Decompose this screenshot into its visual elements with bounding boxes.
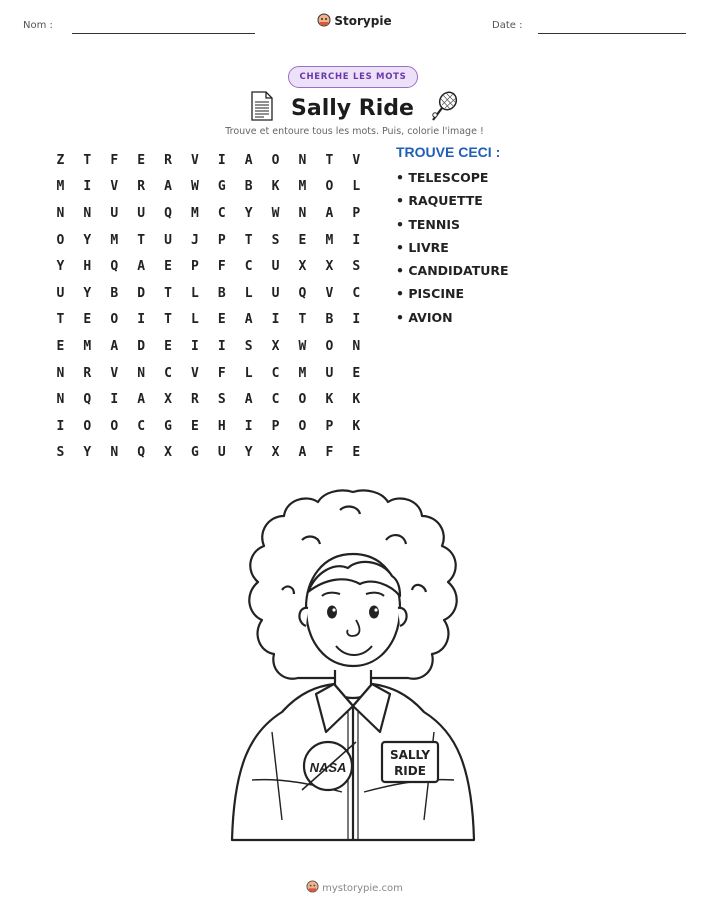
grid-letter[interactable]: Q [83,392,92,408]
grid-letter[interactable]: R [137,179,146,195]
grid-letter[interactable]: T [325,152,334,168]
grid-letter[interactable]: O [110,312,119,328]
grid-letter[interactable]: Q [137,445,146,461]
grid-letter[interactable]: A [164,179,172,195]
grid-letter[interactable]: L [244,365,253,381]
grid-row [47,307,370,334]
grid-letter[interactable]: D [137,338,146,354]
grid-row [47,253,370,280]
grid-letter[interactable]: I [352,232,361,248]
storypie-logo-icon [317,13,331,30]
grid-letter[interactable]: M [298,179,307,195]
grid-letter[interactable]: A [110,338,119,354]
grid-letter[interactable]: W [190,179,199,195]
grid-letter[interactable]: R [190,392,199,408]
grid-letter[interactable]: S [271,232,280,248]
grid-letter[interactable]: U [137,205,146,221]
grid-letter[interactable]: V [325,285,334,301]
grid-letter[interactable]: T [164,312,172,328]
find-list-title: TROUVE CECI : [396,144,501,160]
grid-letter[interactable]: I [352,312,361,328]
grid-letter[interactable]: M [83,338,92,354]
grid-letter[interactable]: P [190,259,199,275]
activity-badge: CHERCHE LES MOTS [288,66,418,88]
grid-letter[interactable]: Q [298,285,307,301]
find-word: • LIVRE [396,240,509,263]
grid-letter[interactable]: E [56,338,65,354]
grid-letter[interactable]: B [110,285,119,301]
grid-letter[interactable]: P [271,418,280,434]
grid-letter[interactable]: Y [244,205,253,221]
grid-letter[interactable]: U [271,259,280,275]
grid-letter[interactable]: Y [83,232,92,248]
grid-letter[interactable]: X [164,392,172,408]
grid-letter[interactable]: A [244,152,253,168]
grid-letter[interactable]: I [83,179,92,195]
find-word: • TELESCOPE [396,170,509,193]
grid-letter[interactable]: O [56,232,65,248]
grid-letter[interactable]: U [164,232,172,248]
grid-letter[interactable]: K [325,392,334,408]
grid-letter[interactable]: T [298,312,307,328]
grid-letter[interactable]: B [217,285,226,301]
grid-letter[interactable]: N [56,365,65,381]
grid-letter[interactable]: A [298,445,307,461]
grid-letter[interactable]: M [56,179,65,195]
find-word: • AVION [396,310,509,333]
name-patch-line2: RIDE [394,764,426,778]
page-title: Sally Ride [291,95,414,121]
date-line[interactable] [538,33,686,34]
grid-letter[interactable]: G [217,179,226,195]
grid-letter[interactable]: J [190,232,199,248]
grid-letter[interactable]: L [244,285,253,301]
grid-letter[interactable]: E [164,259,172,275]
grid-letter[interactable]: N [110,445,119,461]
grid-letter[interactable]: G [190,445,199,461]
sally-ride-illustration [222,480,484,854]
grid-row [47,200,370,227]
brand [0,13,709,30]
grid-letter[interactable]: F [325,445,334,461]
grid-letter[interactable]: I [244,418,253,434]
find-word: • TENNIS [396,217,509,240]
grid-letter[interactable]: T [137,232,146,248]
grid-letter[interactable]: U [325,365,334,381]
grid-letter[interactable]: Y [83,445,92,461]
grid-letter[interactable]: Q [110,259,119,275]
grid-letter[interactable]: T [56,312,65,328]
grid-row [47,227,370,254]
grid-letter[interactable]: X [164,445,172,461]
grid-letter[interactable]: M [325,232,334,248]
grid-letter[interactable]: X [271,445,280,461]
nasa-patch-text: NASA [309,760,347,775]
grid-row [47,386,370,413]
grid-letter[interactable]: K [271,179,280,195]
grid-letter[interactable]: E [164,338,172,354]
name-line[interactable] [72,33,255,34]
grid-row [47,280,370,307]
grid-letter[interactable]: C [217,205,226,221]
grid-letter[interactable]: B [244,179,253,195]
footer [0,880,709,896]
grid-letter[interactable]: N [298,205,307,221]
grid-letter[interactable]: A [325,205,334,221]
grid-letter[interactable]: I [137,312,146,328]
grid-letter[interactable]: F [217,365,226,381]
grid-letter[interactable]: E [83,312,92,328]
grid-letter[interactable]: C [164,365,172,381]
grid-letter[interactable]: V [110,365,119,381]
grid-letter[interactable]: P [325,418,334,434]
grid-letter[interactable]: E [137,152,146,168]
grid-letter[interactable]: O [298,418,307,434]
grid-letter[interactable]: I [56,418,65,434]
grid-letter[interactable]: L [352,179,361,195]
grid-letter[interactable]: P [352,205,361,221]
grid-letter[interactable]: S [244,338,253,354]
grid-letter[interactable]: L [190,285,199,301]
storypie-logo-icon [306,880,319,896]
grid-letter[interactable]: V [190,152,199,168]
grid-row [47,147,370,174]
grid-letter[interactable]: G [164,418,172,434]
grid-letter[interactable]: M [190,205,199,221]
grid-letter[interactable]: C [271,365,280,381]
grid-letter[interactable]: T [164,285,172,301]
grid-letter[interactable]: A [137,392,146,408]
grid-letter[interactable]: N [352,338,361,354]
grid-letter[interactable]: A [244,312,253,328]
grid-letter[interactable]: L [190,312,199,328]
tennis-racket-icon [430,90,460,126]
grid-letter[interactable]: Y [244,445,253,461]
grid-letter[interactable]: M [298,365,307,381]
grid-letter[interactable]: E [190,418,199,434]
grid-letter[interactable]: Z [56,152,65,168]
grid-letter[interactable]: W [271,205,280,221]
date-label: Date : [492,20,523,31]
grid-letter[interactable]: H [217,418,226,434]
grid-letter[interactable]: X [271,338,280,354]
grid-row [47,440,370,467]
grid-letter[interactable]: O [298,392,307,408]
grid-letter[interactable]: N [137,365,146,381]
grid-letter[interactable]: S [56,445,65,461]
name-patch-line1: SALLY [389,748,431,762]
grid-row [47,333,370,360]
find-word: • CANDIDATURE [396,263,509,286]
grid-letter[interactable]: I [217,152,226,168]
grid-letter[interactable]: O [110,418,119,434]
document-icon [249,91,275,125]
grid-letter[interactable]: E [217,312,226,328]
grid-letter[interactable]: M [110,232,119,248]
grid-letter[interactable]: V [352,152,361,168]
grid-letter[interactable]: O [325,338,334,354]
grid-letter[interactable]: U [271,285,280,301]
name-label: Nom : [23,20,53,31]
find-word: • PISCINE [396,286,509,309]
grid-letter[interactable]: C [137,418,146,434]
grid-letter[interactable]: U [56,285,65,301]
grid-letter[interactable]: C [244,259,253,275]
grid-letter[interactable]: Y [56,259,65,275]
footer-url[interactable]: mystorypie.com [322,883,403,894]
grid-letter[interactable]: S [352,259,361,275]
grid-letter[interactable]: X [325,259,334,275]
grid-letter[interactable]: H [83,259,92,275]
grid-letter[interactable]: I [190,338,199,354]
grid-letter[interactable]: C [352,285,361,301]
grid-letter[interactable]: B [325,312,334,328]
grid-letter[interactable]: O [83,418,92,434]
find-word: • RAQUETTE [396,193,509,216]
grid-letter[interactable]: Q [164,205,172,221]
grid-letter[interactable]: S [217,392,226,408]
grid-letter[interactable]: E [298,232,307,248]
grid-letter[interactable]: A [137,259,146,275]
grid-letter[interactable]: C [271,392,280,408]
grid-letter[interactable]: O [325,179,334,195]
grid-letter[interactable]: T [83,152,92,168]
grid-row [47,174,370,201]
grid-letter[interactable]: I [271,312,280,328]
grid-letter[interactable]: P [217,232,226,248]
grid-letter[interactable]: V [110,179,119,195]
grid-letter[interactable]: I [217,338,226,354]
grid-letter[interactable]: V [190,365,199,381]
grid-letter[interactable]: I [110,392,119,408]
grid-letter[interactable]: K [352,418,361,434]
grid-letter[interactable]: U [217,445,226,461]
grid-letter[interactable]: K [352,392,361,408]
grid-letter[interactable]: N [56,392,65,408]
grid-letter[interactable]: A [244,392,253,408]
grid-letter[interactable]: R [83,365,92,381]
grid-letter[interactable]: U [110,205,119,221]
grid-letter[interactable]: N [83,205,92,221]
grid-letter[interactable]: Y [83,285,92,301]
grid-letter[interactable]: F [217,259,226,275]
instructions: Trouve et entoure tous les mots. Puis, colorie l'image ! [225,126,484,137]
grid-letter[interactable]: F [110,152,119,168]
word-search-grid[interactable] [47,147,370,466]
grid-letter[interactable]: W [298,338,307,354]
grid-letter[interactable]: O [271,152,280,168]
grid-letter[interactable]: E [352,365,361,381]
grid-letter[interactable]: E [352,445,361,461]
find-word-list [396,170,509,333]
title-row [0,90,709,126]
grid-letter[interactable]: X [298,259,307,275]
brand-name: Storypie [334,14,392,28]
grid-letter[interactable]: N [56,205,65,221]
grid-row [47,413,370,440]
grid-letter[interactable]: N [298,152,307,168]
grid-letter[interactable]: T [244,232,253,248]
grid-row [47,360,370,387]
grid-letter[interactable]: R [164,152,172,168]
grid-letter[interactable]: D [137,285,146,301]
